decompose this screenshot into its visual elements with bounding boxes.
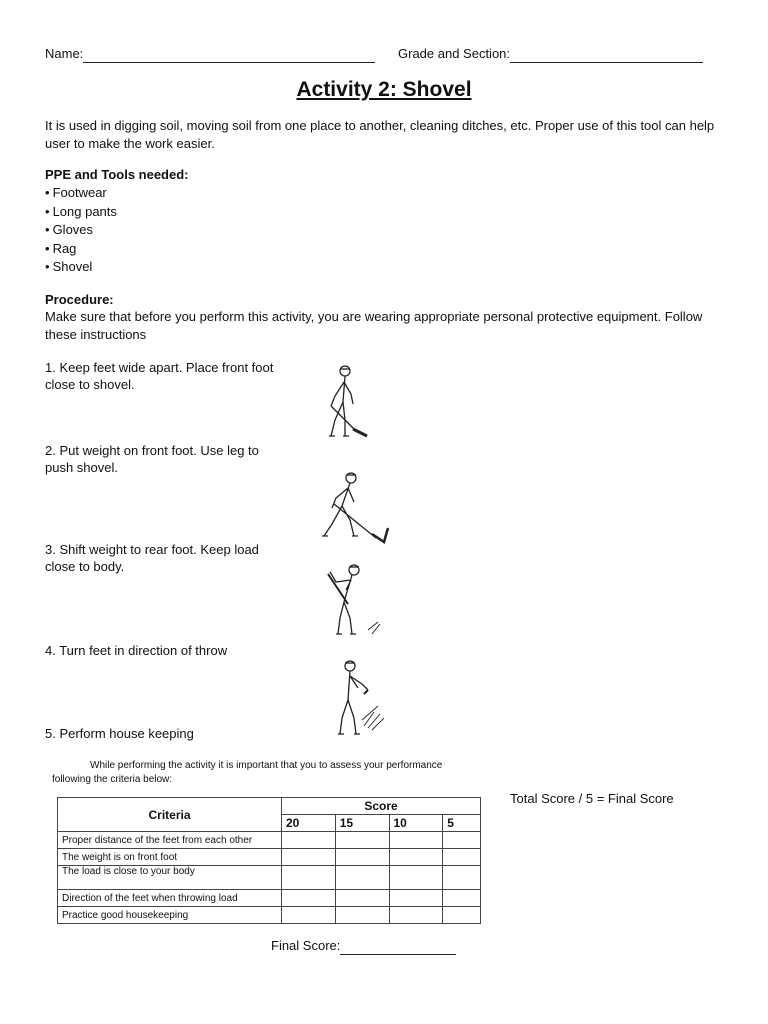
table-row [58, 907, 481, 924]
page-title: Activity 2: Shovel [296, 78, 472, 101]
score-cell[interactable] [443, 907, 481, 924]
final-score-field[interactable] [271, 937, 456, 955]
score-cell[interactable] [443, 832, 481, 849]
ppe-list [45, 184, 117, 277]
score-header: Score [282, 798, 481, 815]
assessment-intro [52, 759, 492, 787]
ppe-heading: PPE and Tools needed: [45, 167, 189, 182]
shovel-figure-1 [315, 362, 375, 442]
score-cell[interactable] [282, 849, 336, 866]
score-cell[interactable] [335, 907, 389, 924]
score-cell[interactable] [335, 866, 389, 890]
score-formula: Total Score / 5 = Final Score [510, 791, 674, 806]
score-cell[interactable] [389, 890, 443, 907]
score-cell[interactable] [443, 866, 481, 890]
ppe-item: • Footwear [45, 184, 117, 203]
score-column-15: 15 [335, 815, 389, 832]
ppe-item: • Shovel [45, 258, 117, 277]
name-field[interactable] [45, 45, 375, 63]
score-cell[interactable] [443, 890, 481, 907]
final-score-label: Final Score: [271, 938, 341, 953]
table-row [58, 849, 481, 866]
step-4: 4. Turn feet in direction of throw [45, 643, 228, 658]
criteria-cell: The load is close to your body [58, 866, 282, 890]
shovel-figure-2 [318, 468, 393, 548]
name-label: Name: [45, 46, 84, 61]
score-cell[interactable] [389, 907, 443, 924]
grade-section-label: Grade and Section: [398, 46, 511, 61]
score-cell[interactable] [282, 832, 336, 849]
score-cell[interactable] [282, 866, 336, 890]
final-score-blank-line[interactable] [340, 940, 456, 955]
score-cell[interactable] [335, 832, 389, 849]
score-cell[interactable] [389, 849, 443, 866]
score-cell[interactable] [443, 849, 481, 866]
shovel-figure-4 [328, 654, 390, 740]
score-cell[interactable] [282, 907, 336, 924]
step-5: 5. Perform house keeping [45, 726, 194, 741]
score-cell[interactable] [282, 890, 336, 907]
criteria-cell: Proper distance of the feet from each other [58, 832, 282, 849]
criteria-cell: Practice good housekeeping [58, 907, 282, 924]
assessment-intro-line-1: While performing the activity it is important that you to assess your performance [90, 760, 443, 771]
table-row [58, 866, 481, 890]
grade-section-blank-line[interactable] [510, 48, 703, 63]
score-cell[interactable] [389, 866, 443, 890]
table-row [58, 890, 481, 907]
step-1: 1. Keep feet wide apart. Place front foot close to shovel. [45, 360, 274, 392]
score-column-5: 5 [443, 815, 481, 832]
table-row [58, 832, 481, 849]
score-cell[interactable] [335, 890, 389, 907]
shovel-figure-3 [296, 558, 410, 642]
score-column-10: 10 [389, 815, 443, 832]
ppe-item: • Gloves [45, 221, 117, 240]
score-cell[interactable] [335, 849, 389, 866]
assessment-intro-line-2: following the criteria below: [52, 774, 173, 785]
ppe-item: • Rag [45, 240, 117, 259]
ppe-item: • Long pants [45, 203, 117, 222]
name-blank-line[interactable] [83, 48, 375, 63]
score-column-20: 20 [282, 815, 336, 832]
step-3: 3. Shift weight to rear foot. Keep load close to body. [45, 542, 259, 574]
criteria-table [57, 797, 481, 924]
step-2: 2. Put weight on front foot. Use leg to push shovel. [45, 443, 259, 475]
criteria-cell: The weight is on front foot [58, 849, 282, 866]
score-cell[interactable] [389, 832, 443, 849]
procedure-text: Make sure that before you perform this activity, you are wearing appropriate personal protective equipment. Follow these instructions [45, 309, 703, 342]
grade-section-field[interactable] [398, 45, 703, 63]
criteria-cell: Direction of the feet when throwing load [58, 890, 282, 907]
criteria-header: Criteria [58, 798, 282, 832]
intro-paragraph: It is used in digging soil, moving soil from one place to another, cleaning ditches, etc. Proper use of this tool can help user to make the work easier. [45, 118, 715, 151]
procedure-heading: Procedure: [45, 292, 114, 307]
